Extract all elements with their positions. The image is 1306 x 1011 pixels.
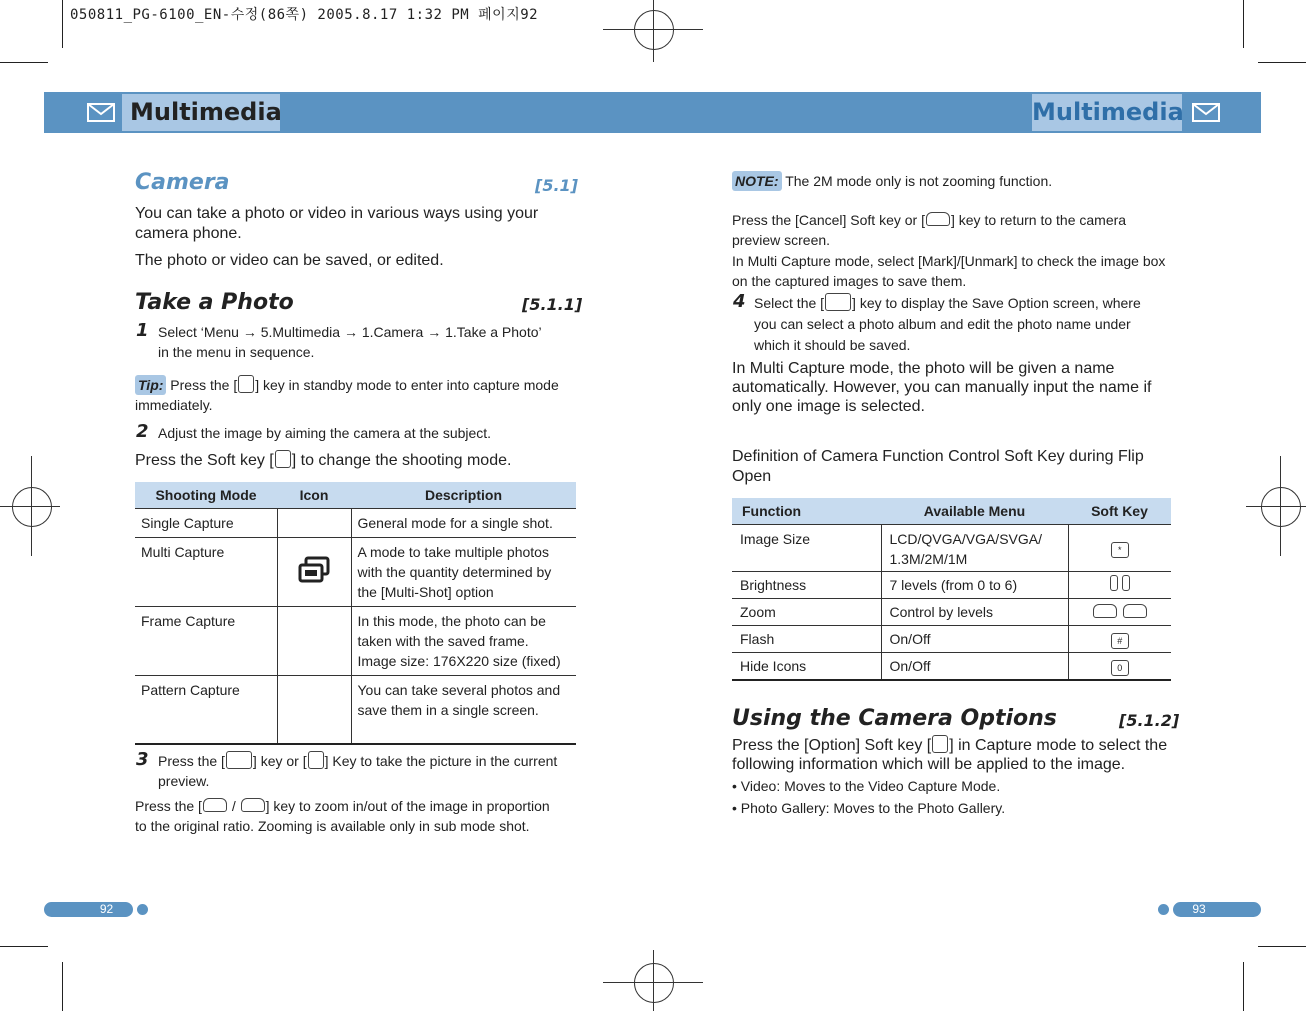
- table-row: [732, 572, 1171, 599]
- table-cell: Image Size: [732, 525, 881, 572]
- registration-line: [653, 0, 654, 62]
- table-row: [135, 607, 576, 676]
- print-info-line: 050811_PG-6100_EN-수정(86쪽) 2005.8.17 1:32 PM 페이지92: [70, 7, 539, 23]
- page-number: 92: [99, 902, 114, 916]
- header-title-right: Multimedia: [1032, 98, 1184, 126]
- nav-left-key-icon: [1093, 604, 1117, 618]
- table-row: [135, 676, 576, 745]
- table-cell: [1068, 525, 1171, 572]
- star-key-icon: *: [1111, 542, 1129, 558]
- table-cell: LCD/QVGA/VGA/SVGA/ 1.3M/2M/1M: [881, 525, 1068, 572]
- cancel-text-b: ] key to return to the camera preview screen.: [732, 212, 1127, 248]
- page-number-right: [1173, 902, 1261, 917]
- crop-mark: [0, 946, 48, 947]
- camera-title: Camera: [135, 170, 230, 195]
- crop-mark: [1243, 0, 1244, 48]
- page-number-left: [44, 902, 133, 917]
- page-number: 93: [1192, 902, 1206, 916]
- header-right-box: [1032, 94, 1182, 131]
- crop-mark: [62, 0, 63, 48]
- table-header: Icon: [277, 482, 351, 509]
- camera-key-icon: [238, 375, 254, 393]
- table-row: [732, 525, 1171, 572]
- table-row: [732, 626, 1171, 653]
- step1-text: Select ‘Menu → 5.Multimedia → 1.Camera → 1.Take a Photo’ in the menu in sequence.: [158, 324, 542, 360]
- table-cell: Pattern Capture: [135, 676, 277, 745]
- camera-ref: [5.1]: [535, 176, 578, 195]
- side-key-up-icon: [1110, 575, 1118, 591]
- table-header-row: [732, 498, 1171, 525]
- table-header: Function: [732, 498, 881, 525]
- table-header: Shooting Mode: [135, 482, 277, 509]
- table-cell: In this mode, the photo can be taken with the saved frame. Image size: 176X220 size (fixed): [351, 607, 576, 676]
- options-text: [732, 735, 1172, 774]
- header-title-left: Multimedia: [130, 98, 282, 126]
- step3-text-a: Press the [: [158, 753, 225, 769]
- table-row: [135, 538, 576, 607]
- nav-left-key-icon: [203, 798, 227, 812]
- table-cell: On/Off: [881, 626, 1068, 653]
- envelope-icon: [1192, 103, 1220, 122]
- table-row: [135, 509, 576, 538]
- take-photo-ref: [5.1.1]: [522, 295, 583, 314]
- crop-mark: [62, 962, 63, 1011]
- tip-text-a: Press the [: [170, 377, 238, 393]
- registration-line: [653, 950, 654, 1011]
- nav-right-key-icon: [1123, 604, 1147, 618]
- table-header: Description: [351, 482, 576, 509]
- table-cell: Brightness: [732, 572, 881, 599]
- registration-line: [1280, 456, 1281, 556]
- step2-text: Adjust the image by aiming the camera at the subject.: [158, 425, 492, 441]
- step4-text-b: ] key to display the Save Option screen, where you can select a photo album and edit the photo name under which it should be saved.: [754, 295, 1141, 353]
- registration-mark-right: [1261, 487, 1301, 527]
- soft-key-text-b: ] to change the shooting mode.: [291, 452, 512, 469]
- zoom-text: [135, 796, 565, 836]
- cancel-text-a: Press the [Cancel] Soft key or [: [732, 212, 925, 228]
- zoom-text-b: ] key to zoom in/out of the image in proportion to the original ratio. Zooming is available only in sub mode shot.: [135, 798, 550, 834]
- multi-capture-icon: [297, 556, 331, 584]
- tip-text-b: ] key in standby mode to enter into capture mode immediately.: [135, 377, 559, 413]
- step4-text: [754, 293, 1164, 356]
- crop-mark: [1243, 962, 1244, 1011]
- step-number: 4: [733, 291, 746, 312]
- nav-right-key-icon: [241, 798, 265, 812]
- table-header: Soft Key: [1068, 498, 1171, 525]
- options-title: Using the Camera Options: [732, 706, 1057, 731]
- registration-line: [31, 456, 32, 556]
- ok-key-icon: [226, 751, 252, 769]
- registration-line: [1246, 506, 1306, 507]
- table-row: [732, 599, 1171, 626]
- soft-key-table: [732, 498, 1171, 681]
- save-key-icon: [825, 293, 851, 311]
- step3-text-c: ] Key to take the picture in the current preview.: [158, 753, 558, 789]
- crop-mark: [0, 62, 48, 63]
- option-key-icon: [932, 735, 948, 753]
- crop-mark: [1258, 62, 1306, 63]
- step-number: 2: [136, 421, 149, 442]
- zoom-text-a: Press the [: [135, 798, 202, 814]
- table-cell: [1068, 572, 1171, 599]
- zoom-separator: /: [231, 798, 236, 814]
- note-text: The 2M mode only is not zooming function.: [785, 173, 1053, 189]
- table-cell: [277, 676, 351, 745]
- step3-text-b: ] key or [: [252, 753, 307, 769]
- options-text-a: Press the [Option] Soft key [: [732, 737, 932, 754]
- tip-label: Tip:: [135, 375, 166, 395]
- side-key-down-icon: [1122, 575, 1130, 591]
- registration-line: [0, 506, 60, 507]
- registration-mark-bottom: [634, 963, 674, 1003]
- table-cell: You can take several photos and save them in a single screen.: [351, 676, 576, 745]
- table-row: [732, 653, 1171, 681]
- camera-key-icon: [308, 751, 324, 769]
- registration-mark-left: [12, 487, 52, 527]
- table-cell: [277, 538, 351, 607]
- camera-intro-1: You can take a photo or video in various ways using your camera phone.: [135, 205, 539, 242]
- note-block: [732, 171, 1162, 191]
- table-cell: A mode to take multiple photos with the quantity determined by the [Multi-Shot] option: [351, 538, 576, 607]
- multi-name-text: In Multi Capture mode, the photo will be given a name automatically. However, you can manually input the name if only one image is selected.: [732, 360, 1152, 415]
- table-cell: On/Off: [881, 653, 1068, 681]
- multi-mark-text: In Multi Capture mode, select [Mark]/[Unmark] to check the image box on the captured images to save them.: [732, 253, 1166, 289]
- bullet-gallery: • Photo Gallery: Moves to the Photo Gallery.: [732, 800, 1006, 816]
- table-cell: [1068, 626, 1171, 653]
- options-text-b: ] in Capture mode to select the following information which will be applied to the image.: [732, 737, 1168, 773]
- table-cell: [277, 607, 351, 676]
- step3-text: [158, 751, 558, 791]
- soft-key-text-a: Press the Soft key [: [135, 452, 274, 469]
- zero-key-icon: 0: [1111, 660, 1129, 676]
- table-cell: [277, 509, 351, 538]
- page-dot: [137, 904, 148, 915]
- table-cell: 7 levels (from 0 to 6): [881, 572, 1068, 599]
- take-photo-title: Take a Photo: [135, 290, 294, 315]
- crop-mark: [1258, 946, 1306, 947]
- step4-text-a: Select the [: [754, 295, 825, 311]
- table-cell: [1068, 653, 1171, 681]
- soft-key-icon: [275, 450, 291, 468]
- table-cell: Control by levels: [881, 599, 1068, 626]
- step-number: 3: [136, 749, 149, 770]
- camera-intro-2: The photo or video can be saved, or edited.: [135, 252, 444, 269]
- table-cell: Single Capture: [135, 509, 277, 538]
- clear-key-icon: [926, 212, 950, 226]
- table-cell: Zoom: [732, 599, 881, 626]
- table-header-row: [135, 482, 576, 509]
- registration-mark-top: [634, 10, 674, 50]
- soft-key-text: [135, 450, 575, 471]
- hash-key-icon: #: [1111, 633, 1129, 649]
- table-cell: General mode for a single shot.: [351, 509, 576, 538]
- envelope-icon: [87, 103, 115, 122]
- table-cell: Frame Capture: [135, 607, 277, 676]
- page-dot: [1158, 904, 1169, 915]
- table-cell: [1068, 599, 1171, 626]
- table-header: Available Menu: [881, 498, 1068, 525]
- table-cell: Multi Capture: [135, 538, 277, 607]
- options-ref: [5.1.2]: [1119, 711, 1180, 730]
- shooting-mode-table: [135, 482, 576, 745]
- table-cell: Hide Icons: [732, 653, 881, 681]
- table-cell: Flash: [732, 626, 881, 653]
- header-left-box: [122, 94, 280, 131]
- step-number: 1: [136, 320, 149, 341]
- note-label: NOTE:: [732, 171, 782, 191]
- tip-block: [135, 375, 565, 415]
- definition-text: Definition of Camera Function Control Soft Key during Flip Open: [732, 448, 1144, 485]
- cancel-text: [732, 210, 1164, 250]
- bullet-video: • Video: Moves to the Video Capture Mode.: [732, 778, 1001, 794]
